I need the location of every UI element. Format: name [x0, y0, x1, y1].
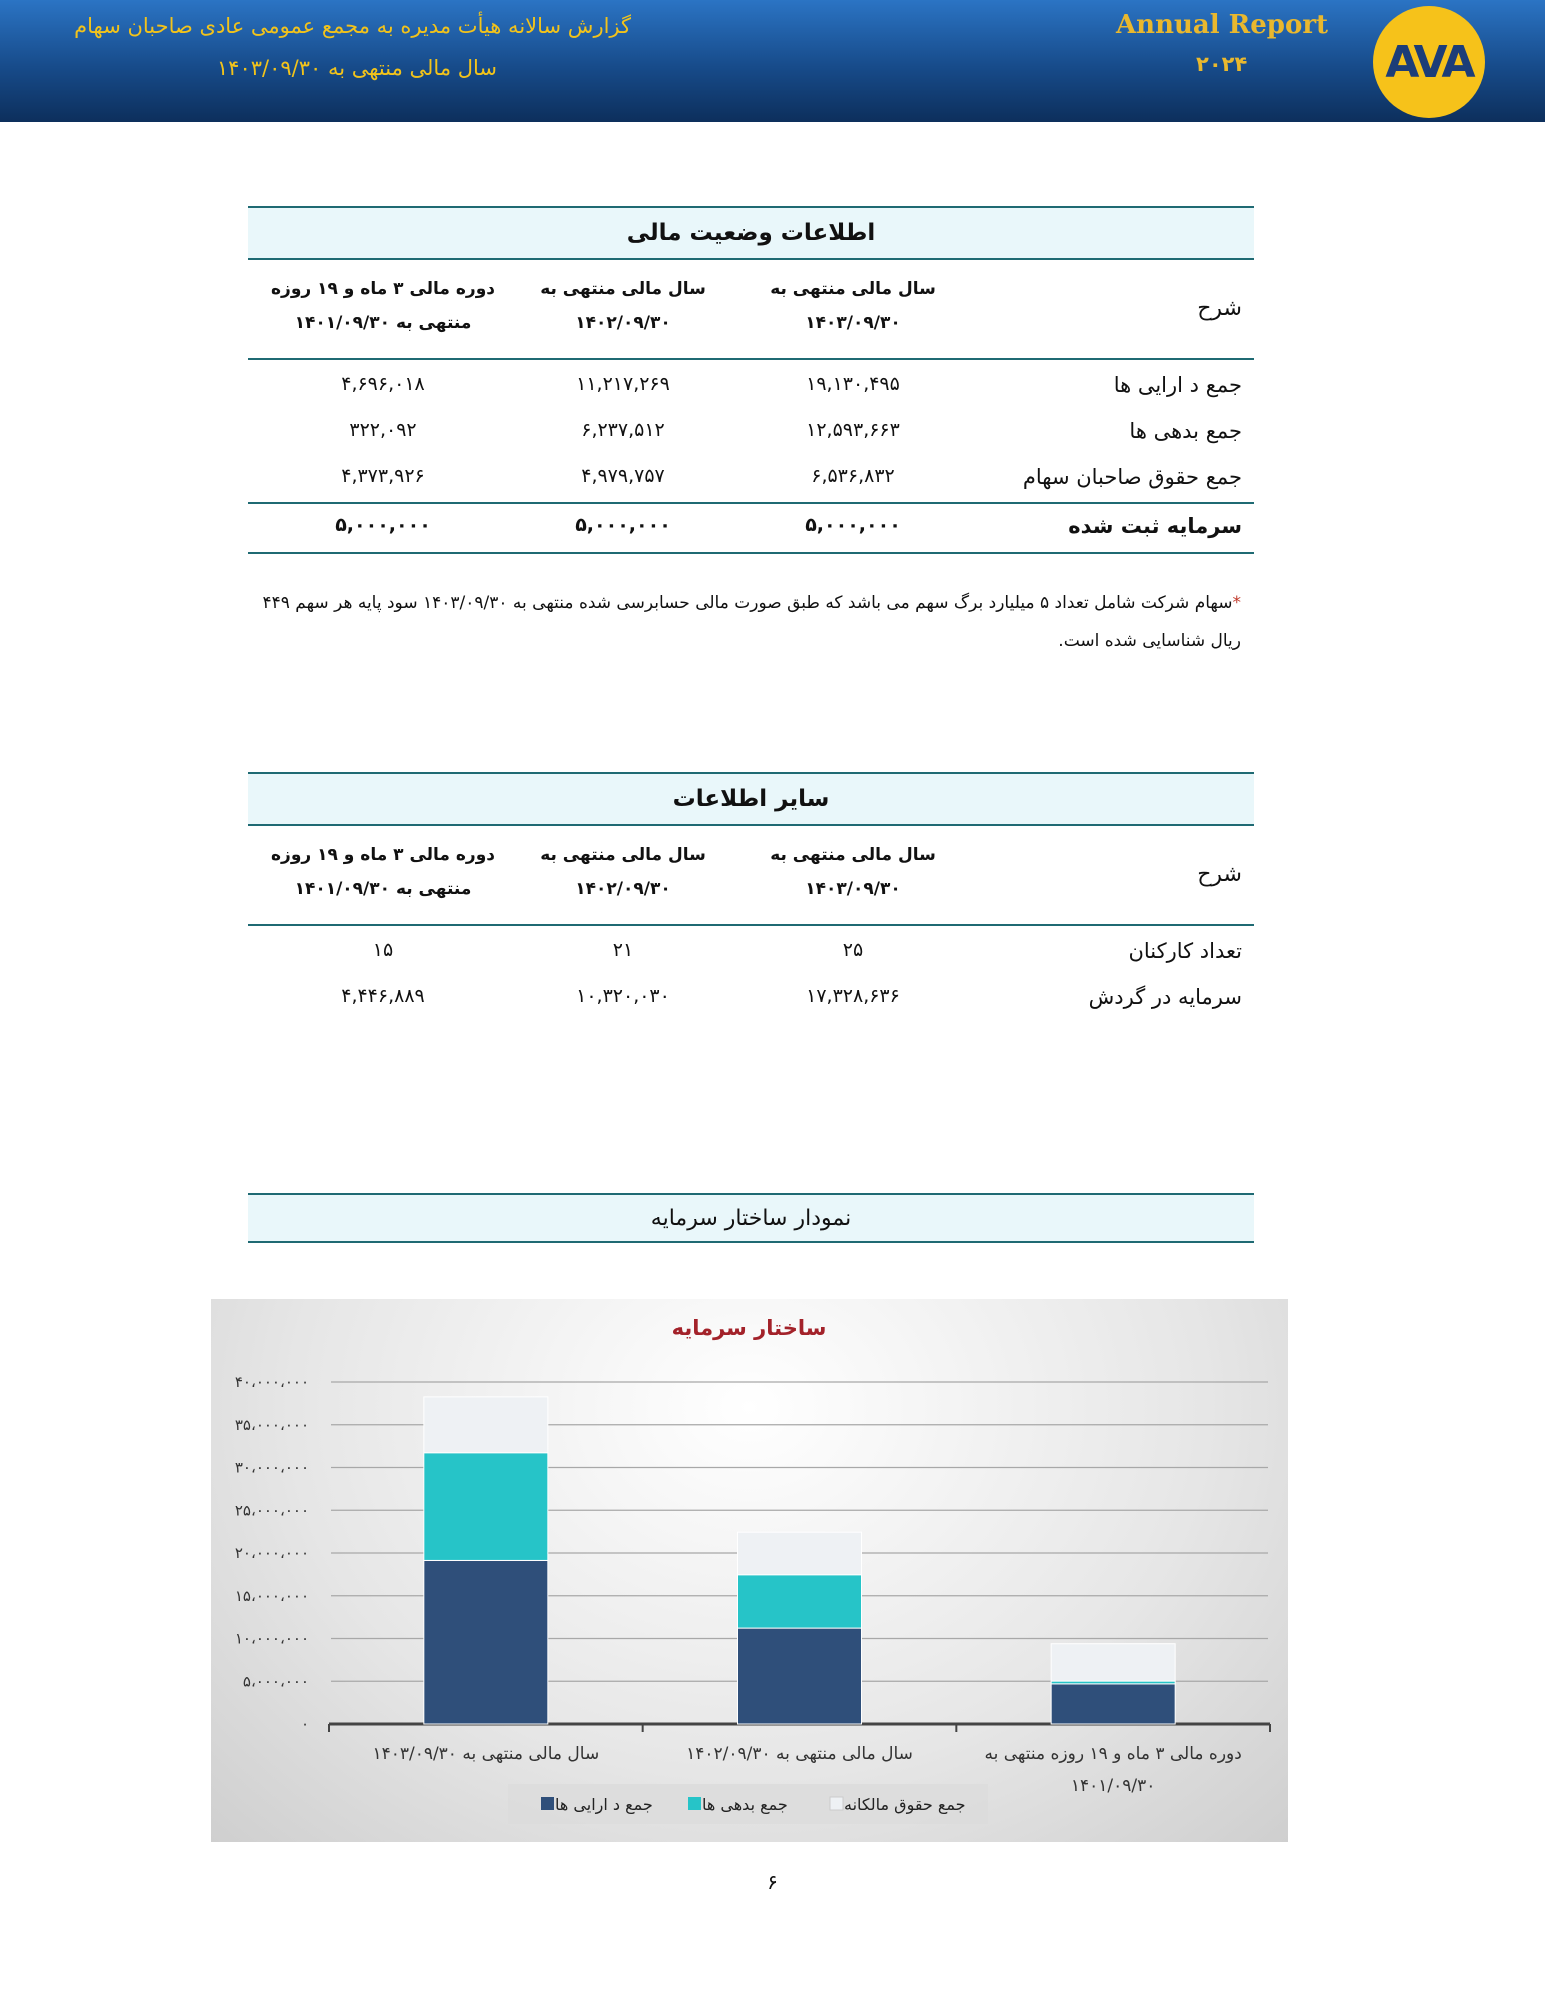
other-info-table: [248, 772, 1254, 1022]
total-label: سرمایه ثبت شده: [1068, 514, 1242, 538]
table-row: [248, 976, 1254, 1022]
column-header-1403: [748, 838, 958, 906]
financial-table-title: اطلاعات وضعیت مالی: [248, 206, 1254, 260]
y-tick-label: ۱۰،۰۰۰،۰۰۰: [234, 1629, 309, 1648]
y-tick-label: ۰: [300, 1715, 309, 1733]
table-header-row: [248, 260, 1254, 360]
row-value: ۲۵: [842, 939, 864, 961]
y-tick-label: ۲۰،۰۰۰،۰۰۰: [234, 1544, 309, 1562]
column-header-line: دوره مالی ۳ ماه و ۱۹ روزه: [271, 279, 495, 299]
row-value: ۱۲,۵۹۳,۶۶۳: [806, 419, 900, 441]
row-value: ۱۵: [372, 939, 394, 961]
y-tick-label: ۳۰،۰۰۰،۰۰۰: [234, 1458, 309, 1477]
report-year: ۲۰۲۴: [1196, 52, 1248, 76]
table-row: [248, 410, 1254, 456]
column-header-desc: شرح: [1197, 296, 1242, 321]
chart-section-title: نمودار ساختار سرمایه: [248, 1193, 1254, 1243]
column-header-line: سال مالی منتهی به: [770, 845, 936, 865]
row-value: ۳۲۲,۰۹۲: [349, 419, 417, 441]
column-header-line: ۱۴۰۲/۰۹/۳۰: [575, 879, 671, 899]
y-tick-label: ۳۵،۰۰۰،۰۰۰: [234, 1415, 309, 1434]
legend-swatch: [541, 1797, 554, 1810]
legend-swatch: [830, 1797, 843, 1810]
bar-segment: [1051, 1644, 1175, 1681]
row-value: ۱۱,۲۱۷,۲۶۹: [576, 373, 670, 395]
other-table-title: سایر اطلاعات: [248, 772, 1254, 826]
bar-segment: [424, 1560, 548, 1724]
row-label: تعداد کارکنان: [1128, 939, 1242, 963]
chart-canvas: [211, 1299, 1288, 1842]
bar-segment: [424, 1453, 548, 1561]
column-header-1401: [268, 272, 498, 340]
total-row: [248, 502, 1254, 554]
logo-text: AVA: [1385, 36, 1473, 88]
report-subtitle: سال مالی منتهی به ۱۴۰۳/۰۹/۳۰: [216, 56, 497, 80]
bar-segment: [1051, 1684, 1175, 1724]
row-value: ۴,۴۴۶,۸۸۹: [341, 985, 425, 1007]
table-row: [248, 364, 1254, 410]
total-value: ۵,۰۰۰,۰۰۰: [335, 514, 431, 536]
x-tick-label: سال مالی منتهی به ۱۴۰۳/۰۹/۳۰: [372, 1744, 600, 1764]
annual-report-title: Annual Report: [1116, 10, 1329, 40]
x-tick-label: ۱۴۰۱/۰۹/۳۰: [1070, 1776, 1156, 1796]
legend-label: جمع حقوق مالکانه: [844, 1795, 966, 1814]
y-tick-label: ۱۵،۰۰۰،۰۰۰: [234, 1586, 309, 1605]
bar-segment: [738, 1532, 862, 1575]
report-header: [0, 0, 1545, 122]
column-header-1401: [268, 838, 498, 906]
row-label: جمع بدهی ها: [1129, 419, 1242, 443]
column-header-line: منتهی به ۱۴۰۱/۰۹/۳۰: [294, 879, 472, 899]
row-value: ۶,۲۳۷,۵۱۲: [581, 419, 665, 441]
footnote-star: *: [1232, 593, 1241, 613]
footnote: [258, 584, 1241, 660]
column-header-desc: شرح: [1197, 862, 1242, 887]
y-tick-label: ۵،۰۰۰،۰۰۰: [242, 1672, 309, 1691]
y-tick-label: ۲۵،۰۰۰،۰۰۰: [234, 1501, 309, 1520]
financial-status-table: [248, 206, 1254, 554]
row-value: ۱۷,۳۲۸,۶۳۶: [806, 985, 900, 1007]
capital-structure-chart: [211, 1299, 1288, 1842]
total-value: ۵,۰۰۰,۰۰۰: [805, 514, 901, 536]
row-value: ۱۹,۱۳۰,۴۹۵: [806, 373, 900, 395]
ava-logo: [1373, 6, 1485, 118]
column-header-line: دوره مالی ۳ ماه و ۱۹ روزه: [271, 845, 495, 865]
bar-segment: [424, 1397, 548, 1453]
table-row: [248, 930, 1254, 976]
table-header-row: [248, 826, 1254, 926]
row-label: سرمایه در گردش: [1088, 985, 1242, 1009]
row-value: ۴,۶۹۶,۰۱۸: [341, 373, 425, 395]
legend-swatch: [688, 1797, 701, 1810]
row-value: ۲۱: [612, 939, 634, 961]
row-value: ۴,۳۷۳,۹۲۶: [341, 465, 425, 487]
page-number: ۶: [767, 1870, 778, 1894]
table-row: [248, 456, 1254, 502]
y-tick-label: ۴۰،۰۰۰،۰۰۰: [234, 1373, 309, 1391]
legend-label: جمع بدهی ها: [702, 1795, 788, 1814]
x-tick-label: سال مالی منتهی به ۱۴۰۲/۰۹/۳۰: [686, 1744, 913, 1764]
column-header-line: منتهی به ۱۴۰۱/۰۹/۳۰: [294, 313, 472, 333]
column-header-line: ۱۴۰۳/۰۹/۳۰: [805, 313, 901, 333]
column-header-line: ۱۴۰۲/۰۹/۳۰: [575, 313, 671, 333]
row-value: ۴,۹۷۹,۷۵۷: [581, 465, 665, 487]
row-value: ۶,۵۳۶,۸۳۲: [811, 465, 895, 487]
legend-label: جمع د ارایی ها: [555, 1795, 653, 1814]
column-header-line: سال مالی منتهی به: [540, 279, 706, 299]
footnote-text: سهام شرکت شامل تعداد ۵ میلیارد برگ سهم می باشد که طبق صورت مالی حسابرسی شده منتهی به ۱۴۰۳/۰۹/۳۰ سود پایه هر سهم ۴۴۹ ریال شناسایی شده است.: [262, 593, 1241, 651]
report-title: گزارش سالانه هیأت مدیره به مجمع عمومی عادی صاحبان سهام: [74, 14, 631, 38]
total-value: ۵,۰۰۰,۰۰۰: [575, 514, 671, 536]
chart-title: ساختار سرمایه: [671, 1316, 827, 1340]
x-tick-label: دوره مالی ۳ ماه و ۱۹ روزه منتهی به: [984, 1744, 1242, 1764]
column-header-1402: [518, 838, 728, 906]
row-label: جمع حقوق صاحبان سهام: [1022, 465, 1242, 489]
column-header-line: ۱۴۰۳/۰۹/۳۰: [805, 879, 901, 899]
row-value: ۱۰,۳۲۰,۰۳۰: [576, 985, 670, 1007]
bar-segment: [738, 1628, 862, 1724]
column-header-line: سال مالی منتهی به: [540, 845, 706, 865]
column-header-1403: [748, 272, 958, 340]
bar-segment: [738, 1575, 862, 1628]
row-label: جمع د ارایی ها: [1113, 373, 1242, 397]
column-header-1402: [518, 272, 728, 340]
column-header-line: سال مالی منتهی به: [770, 279, 936, 299]
